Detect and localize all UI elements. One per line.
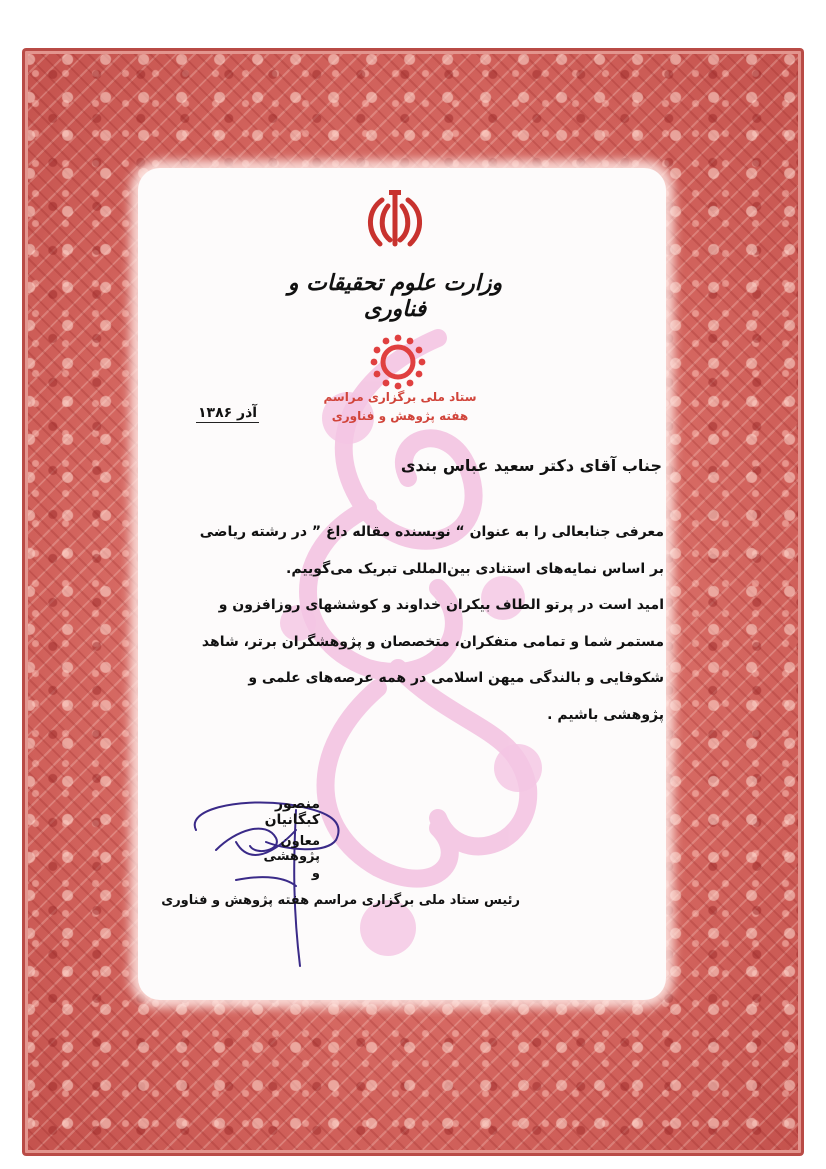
issue-date: آذر ۱۳۸۶ [198, 405, 258, 421]
signatory-name: منصور کبگانیان [264, 796, 320, 828]
body-paragraph-1: معرفی جنابعالی را به عنوان “ نویسنده مقاله داغ ” در رشته ریاضی بر اساس نمایه‌های استنادی بین‌المللی تبریک می‌گوییم. [199, 524, 664, 577]
certificate-body [196, 514, 664, 733]
hq-title-line2: هفته پژوهش و فناوری [331, 409, 469, 423]
iran-emblem-icon [360, 186, 430, 256]
signatory-conjunction: و [311, 866, 320, 881]
sunburst-logo-icon [370, 334, 426, 390]
signatory-role-1: معاون پژوهشی [263, 834, 320, 864]
signatory-role-2: رئیس ستاد ملی برگزاری مراسم هفته پژوهش و فناوری [161, 893, 520, 908]
hq-title [300, 388, 500, 426]
hq-title-line1: ستاد ملی برگزاری مراسم [323, 390, 477, 404]
ministry-title: وزارت علوم تحقیقات و فناوری [287, 270, 503, 322]
addressee: جناب آقای دکتر سعید عباس بندی [400, 456, 662, 475]
body-paragraph-2: امید است در پرتو الطاف بیکران خداوند و کوششهای روزافزون و مستمر شما و تمامی متفکران، متخصصان و پژوهشگران برتر، شاهد شکوفایی و بالندگی میهن اسلامی در همه عرصه‌های علمی و پژوهشی باشیم . [201, 597, 664, 723]
